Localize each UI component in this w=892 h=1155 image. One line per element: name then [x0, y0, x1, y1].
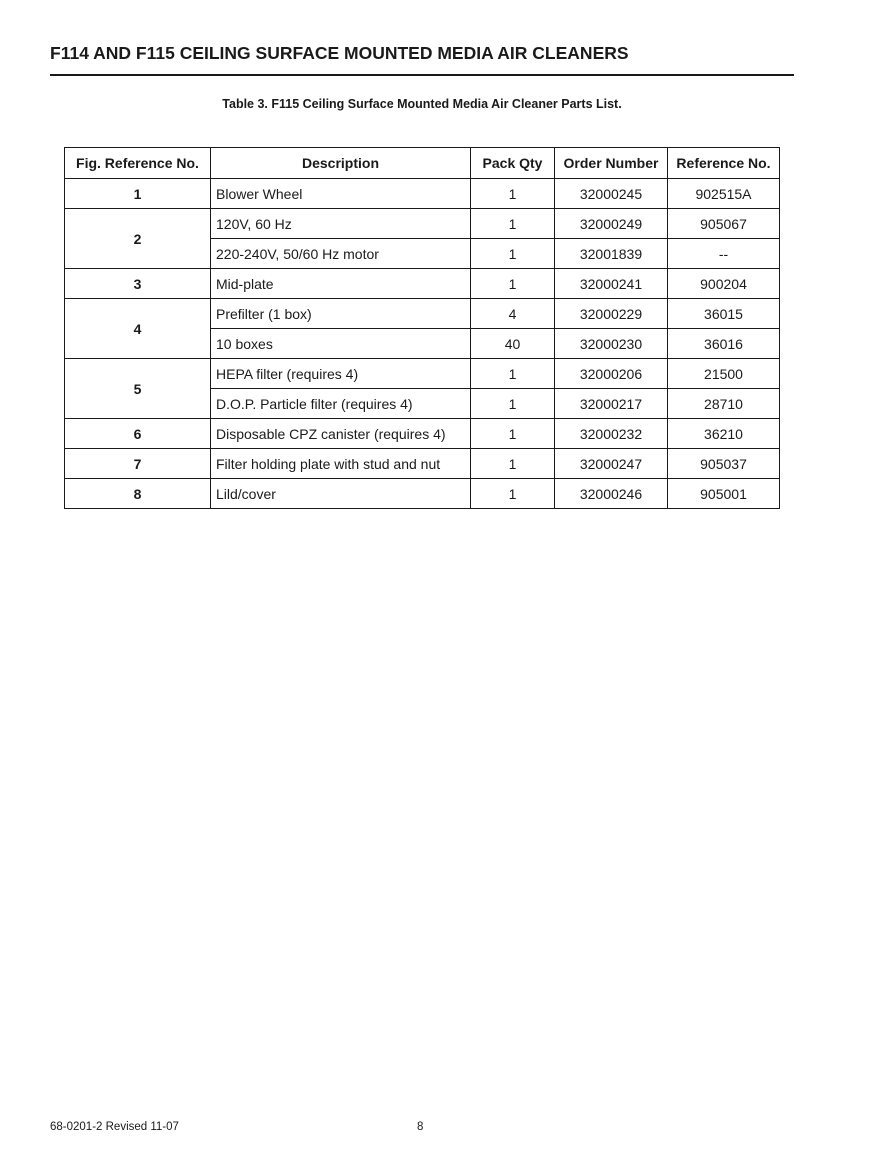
table-row: [65, 419, 780, 449]
reference-no-cell: --: [668, 239, 780, 269]
order-number-cell: 32000245: [555, 179, 668, 209]
description-cell: D.O.P. Particle filter (requires 4): [211, 389, 471, 419]
description-cell: 220-240V, 50/60 Hz motor: [211, 239, 471, 269]
table-row: [65, 209, 780, 239]
order-number-cell: 32000232: [555, 419, 668, 449]
fig-reference-cell: 5: [65, 359, 211, 419]
document-title: F114 AND F115 CEILING SURFACE MOUNTED MEDIA AIR CLEANERS: [50, 43, 629, 63]
table-row: [65, 479, 780, 509]
description-cell: Blower Wheel: [211, 179, 471, 209]
reference-no-cell: 36016: [668, 329, 780, 359]
table-row: [65, 269, 780, 299]
table-header-row: [65, 148, 780, 179]
order-number-cell: 32000229: [555, 299, 668, 329]
reference-no-cell: 902515A: [668, 179, 780, 209]
pack-qty-cell: 1: [471, 269, 555, 299]
footer-page-number: 8: [417, 1121, 424, 1133]
description-cell: Mid-plate: [211, 269, 471, 299]
pack-qty-cell: 1: [471, 359, 555, 389]
table-row: [65, 299, 780, 329]
reference-no-cell: 36015: [668, 299, 780, 329]
order-number-cell: 32000230: [555, 329, 668, 359]
header-reference-no: Reference No.: [668, 148, 780, 179]
order-number-cell: 32000249: [555, 209, 668, 239]
header-pack-qty: Pack Qty: [471, 148, 555, 179]
fig-reference-cell: 4: [65, 299, 211, 359]
fig-reference-cell: 3: [65, 269, 211, 299]
pack-qty-cell: 1: [471, 209, 555, 239]
order-number-cell: 32000246: [555, 479, 668, 509]
table-caption: Table 3. F115 Ceiling Surface Mounted Media Air Cleaner Parts List.: [222, 97, 622, 111]
order-number-cell: 32001839: [555, 239, 668, 269]
header-fig-reference: Fig. Reference No.: [65, 148, 211, 179]
reference-no-cell: 905001: [668, 479, 780, 509]
header-order-number: Order Number: [555, 148, 668, 179]
table-row: [65, 449, 780, 479]
order-number-cell: 32000247: [555, 449, 668, 479]
footer-document-number: 68-0201-2 Revised 11-07: [50, 1121, 179, 1133]
pack-qty-cell: 1: [471, 239, 555, 269]
order-number-cell: 32000217: [555, 389, 668, 419]
description-cell: 120V, 60 Hz: [211, 209, 471, 239]
reference-no-cell: 905067: [668, 209, 780, 239]
pack-qty-cell: 1: [471, 389, 555, 419]
pack-qty-cell: 1: [471, 449, 555, 479]
pack-qty-cell: 40: [471, 329, 555, 359]
pack-qty-cell: 4: [471, 299, 555, 329]
description-cell: Disposable CPZ canister (requires 4): [211, 419, 471, 449]
reference-no-cell: 21500: [668, 359, 780, 389]
parts-list-table: [64, 147, 780, 509]
fig-reference-cell: 8: [65, 479, 211, 509]
description-cell: HEPA filter (requires 4): [211, 359, 471, 389]
fig-reference-cell: 6: [65, 419, 211, 449]
description-cell: Prefilter (1 box): [211, 299, 471, 329]
reference-no-cell: 905037: [668, 449, 780, 479]
header-description: Description: [211, 148, 471, 179]
fig-reference-cell: 7: [65, 449, 211, 479]
reference-no-cell: 28710: [668, 389, 780, 419]
pack-qty-cell: 1: [471, 179, 555, 209]
document-footer: [50, 1119, 794, 1135]
fig-reference-cell: 1: [65, 179, 211, 209]
description-cell: 10 boxes: [211, 329, 471, 359]
reference-no-cell: 900204: [668, 269, 780, 299]
description-cell: Lild/cover: [211, 479, 471, 509]
pack-qty-cell: 1: [471, 419, 555, 449]
order-number-cell: 32000241: [555, 269, 668, 299]
fig-reference-cell: 2: [65, 209, 211, 269]
table-row: [65, 179, 780, 209]
pack-qty-cell: 1: [471, 479, 555, 509]
table-row: [65, 359, 780, 389]
description-cell: Filter holding plate with stud and nut: [211, 449, 471, 479]
order-number-cell: 32000206: [555, 359, 668, 389]
document-header: [50, 42, 794, 76]
reference-no-cell: 36210: [668, 419, 780, 449]
